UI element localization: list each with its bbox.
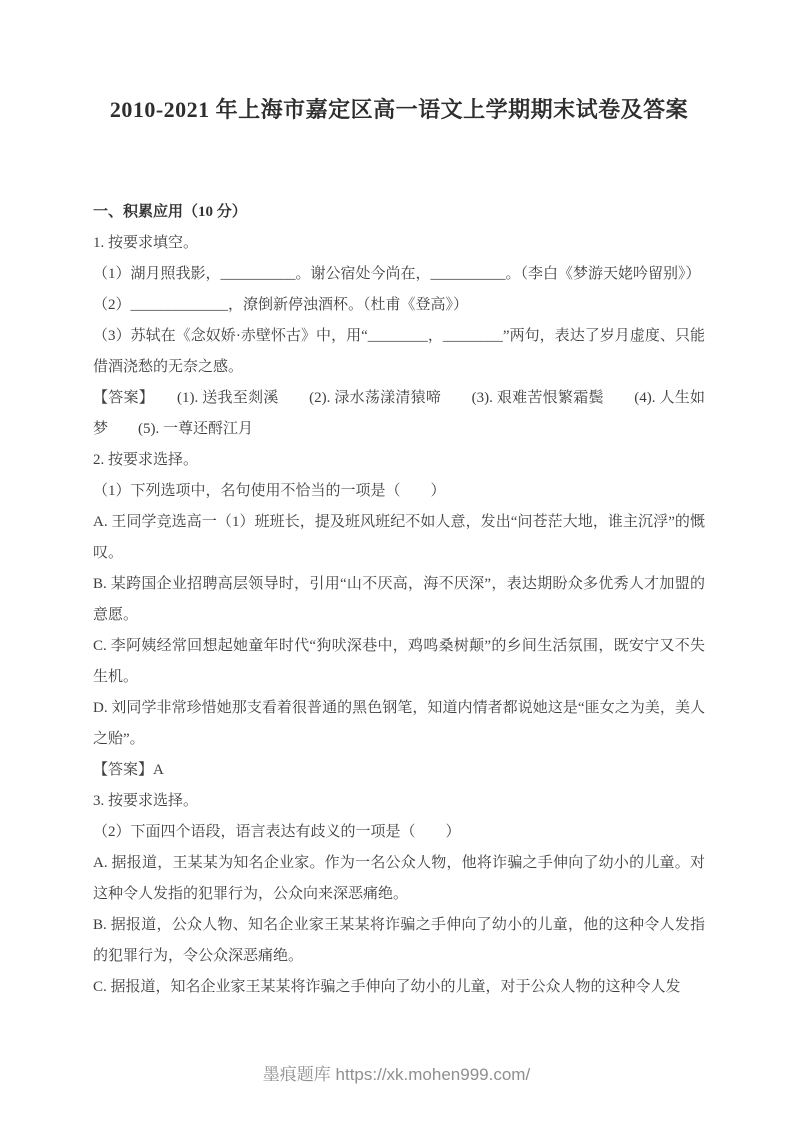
question-1-item-1: （1）湖月照我影，__________。谢公宿处今尚在，__________。（李白《梦游天姥吟留别》） (93, 266, 701, 282)
question-2-option-b: B. 某跨国企业招聘高层领导时，引用“山不厌高，海不厌深”，表达期盼众多优秀人才加盟的意愿。 (93, 576, 705, 623)
document-title: 2010-2021 年上海市嘉定区高一语文上学期期末试卷及答案 (109, 97, 689, 122)
question-3-option-b: B. 据报道，公众人物、知名企业家王某某将诈骗之手伸向了幼小的儿童，他的这种令人发指的犯罪行为，令公众深恶痛绝。 (93, 917, 705, 964)
question-1-stem: 1. 按要求填空。 (93, 235, 199, 251)
document-body (93, 197, 705, 1003)
section-heading: 一、积累应用（10 分） (93, 204, 247, 220)
question-2-subquestion: （1）下列选项中，名句使用不恰当的一项是（ ） (93, 483, 446, 499)
question-2-answer: 【答案】A (93, 762, 164, 778)
question-2-option-c: C. 李阿姨经常回想起她童年时代“狗吠深巷中，鸡鸣桑树颠”的乡间生活氛围，既安宁又不失生机。 (93, 638, 705, 685)
question-2-option-a: A. 王同学竞选高一（1）班班长，提及班风班纪不如人意，发出“问苍茫大地，谁主沉浮”的慨叹。 (93, 514, 705, 561)
question-3-option-a: A. 据报道，王某某为知名企业家。作为一名公众人物，他将诈骗之手伸向了幼小的儿童。对这种令人发指的犯罪行为，公众向来深恶痛绝。 (93, 855, 705, 902)
question-3-subquestion: （2）下面四个语段，语言表达有歧义的一项是（ ） (93, 824, 461, 840)
question-1-item-2: （2）_____________，潦倒新停浊酒杯。（杜甫《登高》） (93, 297, 469, 313)
question-2-stem: 2. 按要求选择。 (93, 452, 199, 468)
question-3-option-c: C. 据报道，知名企业家王某某将诈骗之手伸向了幼小的儿童，对于公众人物的这种令人发 (93, 979, 681, 995)
question-3-stem: 3. 按要求选择。 (93, 793, 199, 809)
site-watermark-footer: 墨痕题库 https://xk.mohen999.com/ (262, 1065, 531, 1084)
question-2-option-d: D. 刘同学非常珍惜她那支看着很普通的黑色钢笔，知道内情者都说她这是“匪女之为美，美人之贻”。 (93, 700, 705, 747)
question-1-item-3: （3）苏轼在《念奴娇·赤壁怀古》中，用“________，________”两句，表达了岁月虚度、只能借酒浇愁的无奈之感。 (93, 328, 705, 375)
question-1-answer: 【答案】 (1). 送我至剡溪 (2). 渌水荡漾清猿啼 (3). 艰难苦恨繁霜鬓 (4). 人生如梦 (5). 一尊还酹江月 (93, 390, 705, 437)
